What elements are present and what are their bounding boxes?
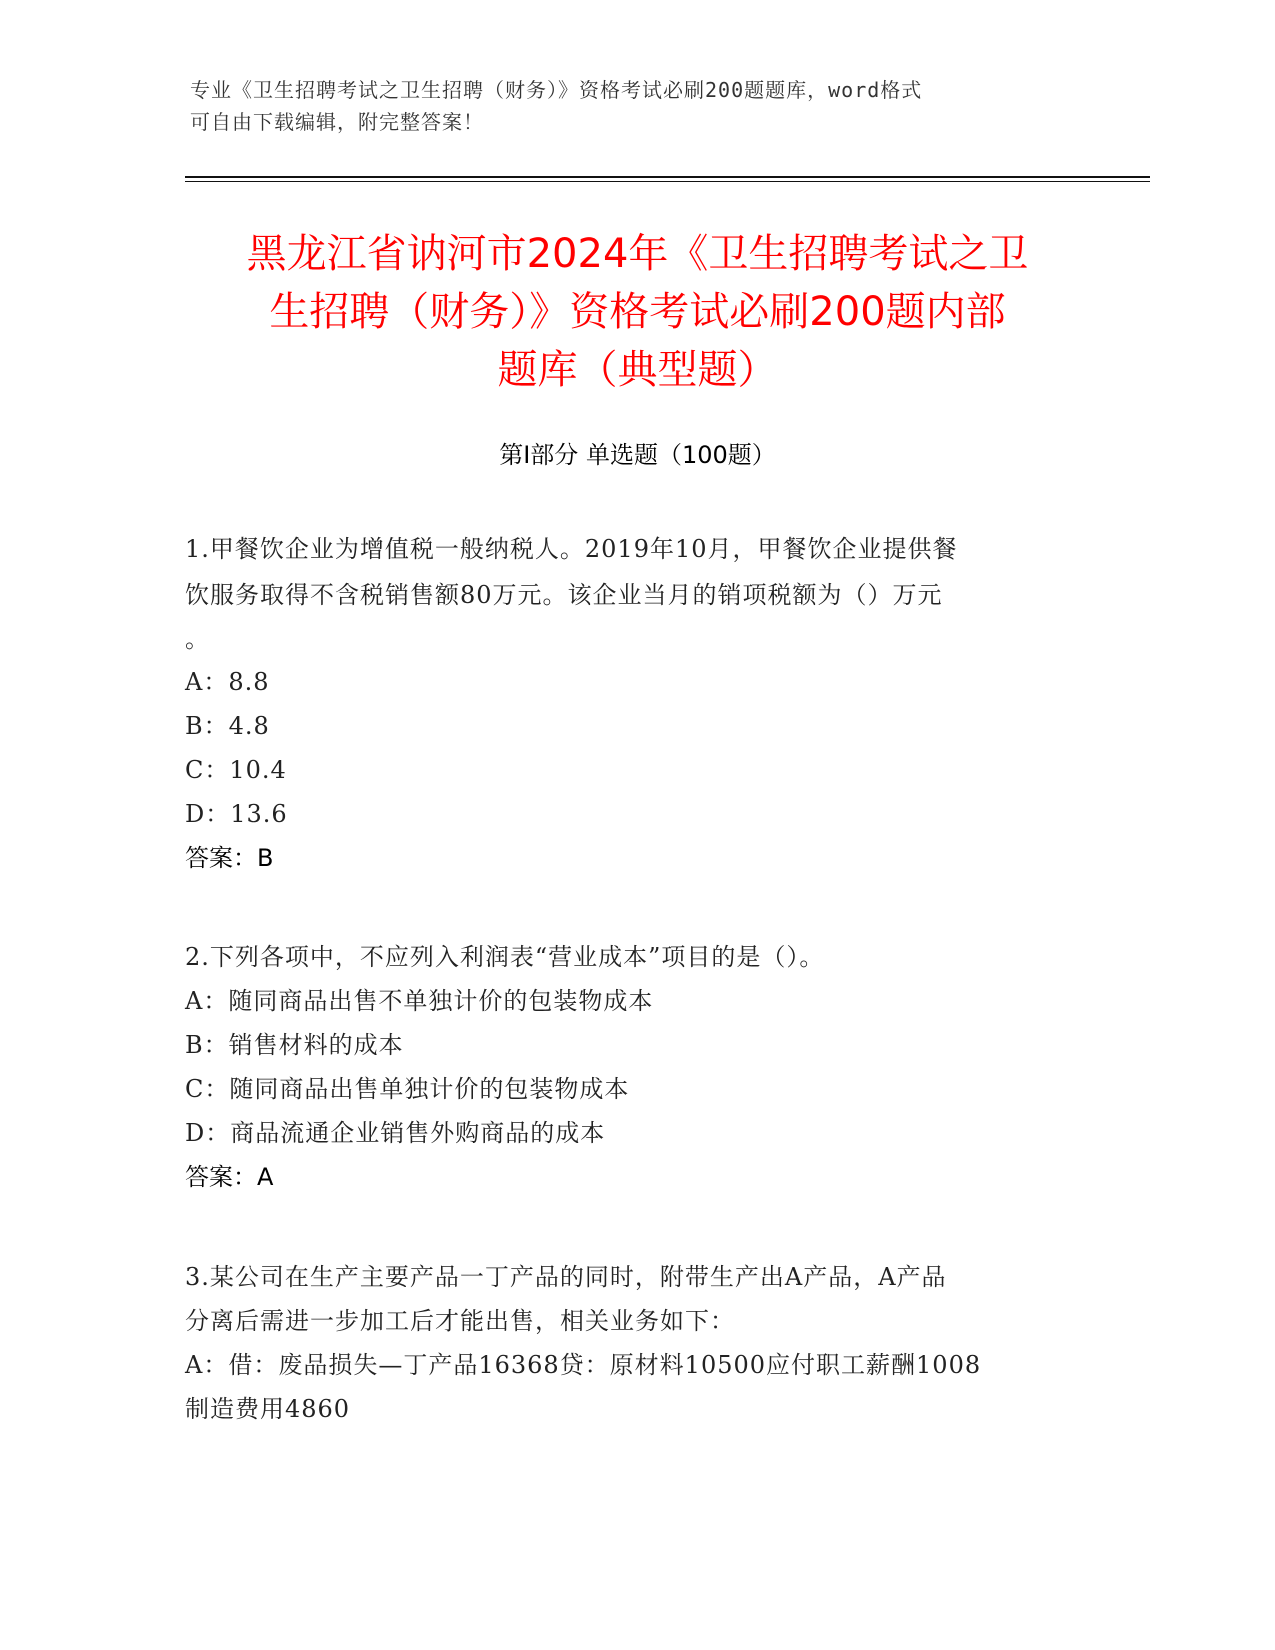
question-3 [185,1255,1085,1431]
option-b: B：4.8 [185,712,270,740]
question-2 [185,935,1085,1199]
answer: 答案：B [185,844,274,872]
question-stem: 1.甲餐饮企业为增值税一般纳税人。2019年10月，甲餐饮企业提供餐 [185,535,958,563]
question-stem: 。 [185,625,210,653]
section-heading: 第I部分 单选题（100题） [499,441,776,469]
document-title [185,225,1090,399]
question-1 [185,526,1085,880]
option-c: C：10.4 [185,756,287,784]
question-stem: 3.某公司在生产主要产品一丁产品的同时，附带生产出A产品，A产品 [185,1263,947,1291]
option-d: D：13.6 [185,800,288,828]
option-b: B：销售材料的成本 [185,1031,404,1059]
title-line: 生招聘（财务）》资格考试必刷200题内部 [269,289,1006,335]
header-note [190,74,1090,138]
option-a: A：借：废品损失—丁产品16368贷：原材料10500应付职工薪酬1008 [185,1351,982,1379]
title-line: 黑龙江省讷河市2024年《卫生招聘考试之卫 [246,231,1029,277]
option-c: C：随同商品出售单独计价的包装物成本 [185,1075,630,1103]
header-divider [185,181,1150,182]
question-stem: 2.下列各项中，不应列入利润表“营业成本”项目的是（）。 [185,943,825,971]
option-a-continued: 制造费用4860 [185,1395,351,1423]
header-divider [185,176,1150,178]
question-stem: 饮服务取得不含税销售额80万元。该企业当月的销项税额为（）万元 [185,581,943,609]
option-a: A：随同商品出售不单独计价的包装物成本 [185,987,654,1015]
question-stem: 分离后需进一步加工后才能出售，相关业务如下： [185,1307,735,1335]
answer: 答案：A [185,1163,274,1191]
option-a: A：8.8 [185,668,270,696]
header-note-line: 可自由下载编辑，附完整答案！ [190,110,484,134]
option-d: D：商品流通企业销售外购商品的成本 [185,1119,606,1147]
title-line: 题库（典型题） [497,347,778,393]
header-note-line: 专业《卫生招聘考试之卫生招聘（财务）》资格考试必刷200题题库，word格式 [190,78,923,102]
